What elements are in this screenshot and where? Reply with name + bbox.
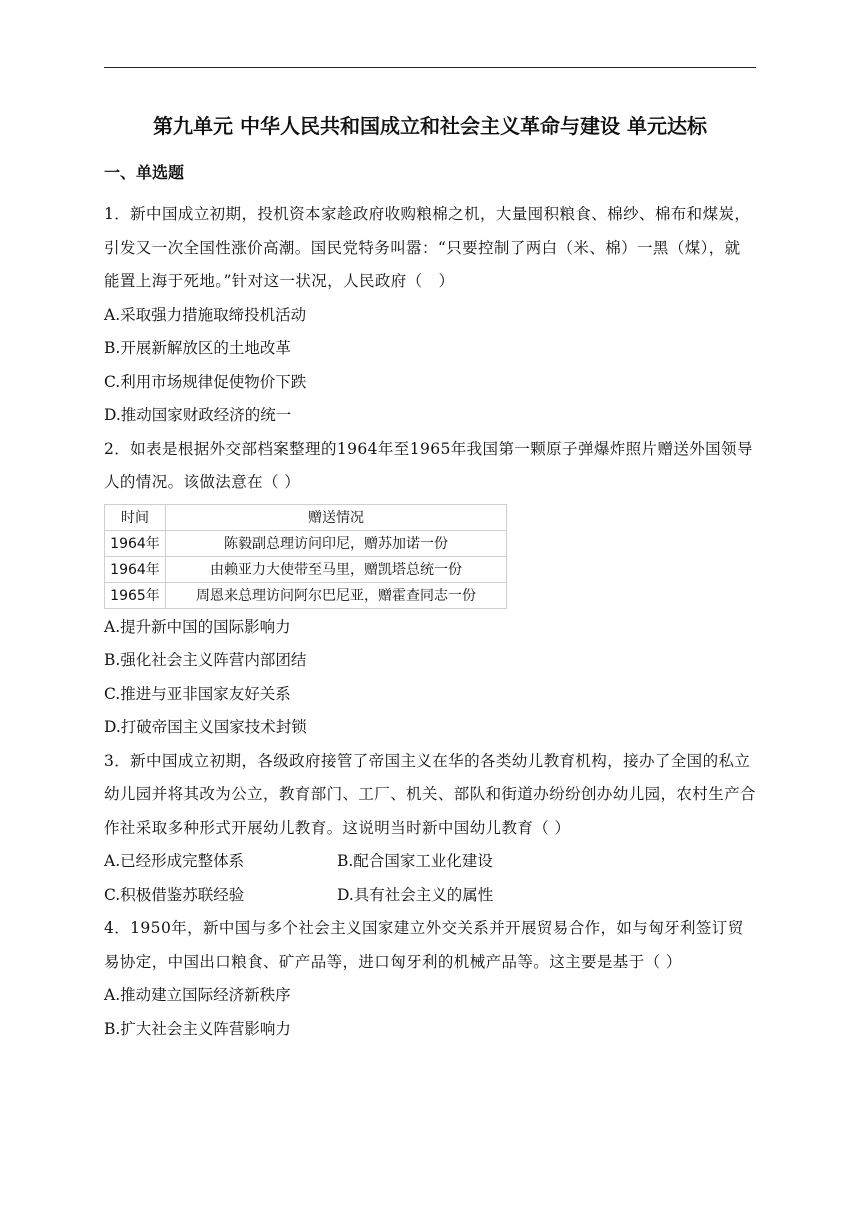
- table-cell: 陈毅副总理访问印尼，赠苏加诺一份: [166, 530, 507, 556]
- option-d[interactable]: D.打破帝国主义国家技术封锁: [104, 718, 307, 736]
- section-heading: 一、单选题: [104, 163, 185, 182]
- gift-table: [104, 504, 507, 609]
- option-b[interactable]: B.配合国家工业化建设: [337, 852, 493, 870]
- option-c[interactable]: C.积极借鉴苏联经验: [104, 885, 245, 904]
- question-stem: 2．如表是根据外交部档案整理的1964年至1965年我国第一颗原子弹爆炸照片赠送外国领导人的情况。该做法意在（ ）: [104, 439, 753, 491]
- question-2: [104, 433, 756, 745]
- question-stem: 4．1950年，新中国与多个社会主义国家建立外交关系并开展贸易合作，如与匈牙利签订贸易协定，中国出口粮食、矿产品等，进口匈牙利的机械产品等。这主要是基于（ ）: [104, 919, 744, 971]
- option-d[interactable]: D.推动国家财政经济的统一: [104, 406, 292, 424]
- option-b[interactable]: B.扩大社会主义阵营影响力: [104, 1019, 291, 1038]
- table-header: 时间: [105, 504, 166, 530]
- header-rule: [104, 67, 756, 68]
- option-b[interactable]: B.强化社会主义阵营内部团结: [104, 651, 307, 669]
- option-d[interactable]: D.具有社会主义的属性: [337, 885, 494, 904]
- option-a[interactable]: A.采取强力措施取缔投机活动: [104, 305, 307, 324]
- option-a[interactable]: A.推动建立国际经济新秩序: [104, 986, 291, 1004]
- question-list: [104, 198, 756, 1046]
- table-header: 赠送情况: [166, 504, 507, 530]
- table-cell: 由赖亚力大使带至马里，赠凯塔总统一份: [166, 556, 507, 582]
- table-cell: 1965年: [105, 582, 166, 608]
- question-stem: 1．新中国成立初期，投机资本家趁政府收购粮棉之机，大量囤积粮食、棉纱、棉布和煤炭，引发又一次全国性涨价高潮。国民党特务叫嚣：“只要控制了两白（米、棉）一黑（煤），就能置上海于死地。”针对这一状况，人民政府（ ）: [104, 205, 751, 290]
- page-title: 第九单元 中华人民共和国成立和社会主义革命与建设 单元达标: [153, 114, 707, 138]
- option-c[interactable]: C.推进与亚非国家友好关系: [104, 684, 291, 703]
- option-b[interactable]: B.开展新解放区的土地改革: [104, 339, 291, 357]
- table-header-row: [105, 504, 507, 530]
- option-a[interactable]: A.提升新中国的国际影响力: [104, 617, 291, 636]
- question-4: [104, 912, 756, 1046]
- table-row: [105, 582, 507, 608]
- table-row: [105, 556, 507, 582]
- question-stem: 3．新中国成立初期，各级政府接管了帝国主义在华的各类幼儿教育机构，接办了全国的私立幼儿园并将其改为公立，教育部门、工厂、机关、部队和街道办纷纷创办幼儿园，农村生产合作社采取多种形式开展幼儿教育。这说明当时新中国幼儿教育（ ）: [104, 751, 756, 837]
- option-c[interactable]: C.利用市场规律促使物价下跌: [104, 372, 307, 391]
- table-cell: 1964年: [105, 556, 166, 582]
- question-1: [104, 198, 756, 433]
- table-cell: 1964年: [105, 530, 166, 556]
- table-cell: 周恩来总理访问阿尔巴尼亚，赠霍查同志一份: [166, 582, 507, 608]
- table-row: [105, 530, 507, 556]
- question-3: [104, 745, 756, 913]
- option-row: [104, 879, 756, 913]
- option-row: [104, 845, 756, 879]
- option-a[interactable]: A.已经形成完整体系: [104, 852, 245, 870]
